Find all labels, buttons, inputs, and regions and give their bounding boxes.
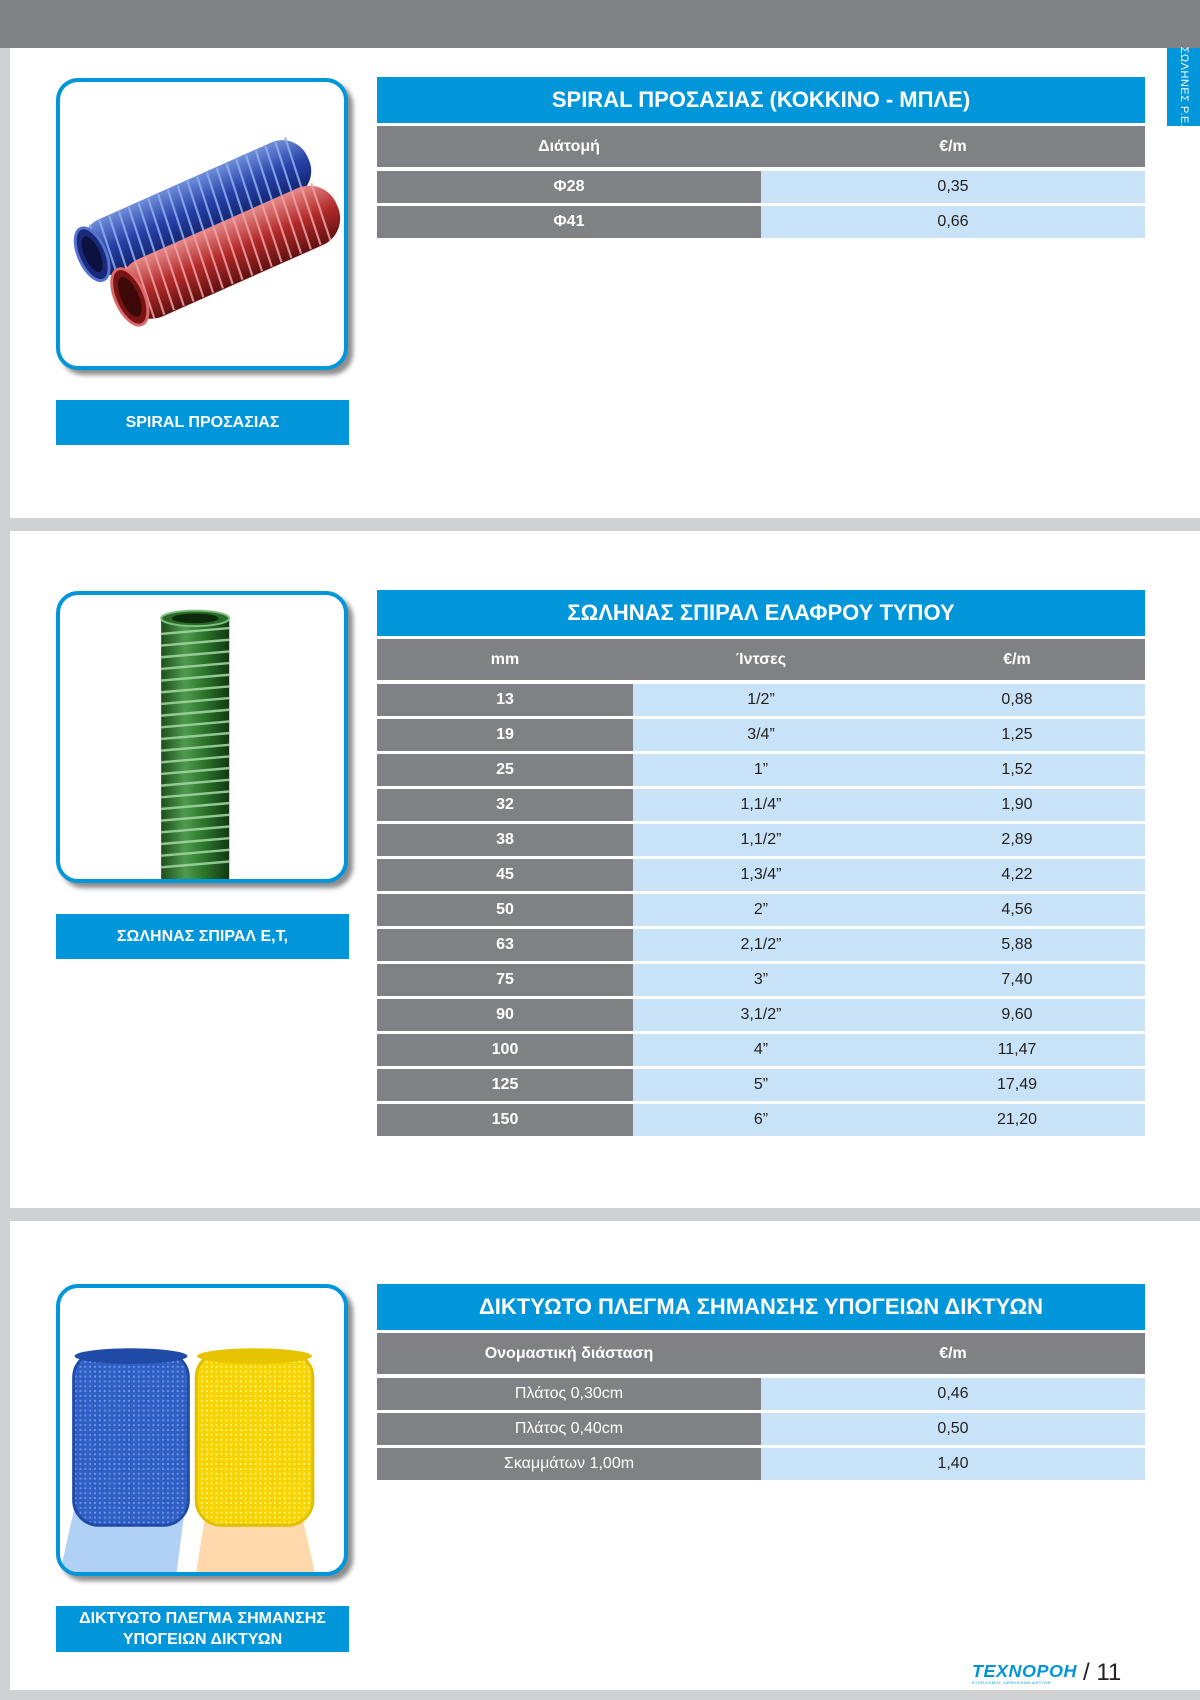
table-cell-mm: 125 — [377, 1069, 633, 1101]
table-row — [377, 859, 1145, 891]
table-cell-price: 0,50 — [761, 1413, 1145, 1445]
spiral-prosasias-caption — [56, 400, 349, 445]
mesh-caption — [56, 1606, 349, 1652]
table-cell-price: 4,22 — [889, 859, 1145, 891]
table-cell-inches: 1,1/4” — [633, 789, 889, 821]
caption-text: ΣΩΛΗΝΑΣ ΣΠΙΡΑΛ Ε,Τ, — [116, 928, 289, 945]
table-row — [377, 206, 1145, 238]
page-number: / 11 — [1083, 1659, 1122, 1686]
column-header: €/m — [939, 137, 967, 155]
table-cell-mm: 25 — [377, 754, 633, 786]
table-row — [377, 929, 1145, 961]
table-row — [377, 964, 1145, 996]
table-row — [377, 789, 1145, 821]
table-cell-price: 1,40 — [761, 1448, 1145, 1480]
table-cell-price: 1,52 — [889, 754, 1145, 786]
blue-yellow-mesh-rolls-icon — [60, 1288, 344, 1572]
table-row — [377, 824, 1145, 856]
table-row — [377, 999, 1145, 1031]
table-cell-inches: 4” — [633, 1034, 889, 1066]
column-header: €/m — [1003, 650, 1031, 668]
table-cell-inches: 1,3/4” — [633, 859, 889, 891]
price-table-spiral-elafrou — [377, 590, 1145, 1136]
table-cell-price: 9,60 — [889, 999, 1145, 1031]
table-cell-mm: 32 — [377, 789, 633, 821]
table-row — [377, 894, 1145, 926]
table-cell-inches: 6” — [633, 1104, 889, 1136]
table-cell-inches: 1/2” — [633, 684, 889, 716]
table-row — [377, 684, 1145, 716]
caption-line: ΔΙΚΤΥΩΤΟ ΠΛΕΓΜΑ ΣΗΜΑΝΣΗΣ — [79, 1610, 326, 1627]
table-header — [377, 1333, 1145, 1374]
page-footer — [972, 1658, 1121, 1688]
mesh-rolls-image — [56, 1284, 348, 1576]
top-bar — [0, 0, 1200, 48]
green-spiral-hose-icon — [60, 595, 344, 879]
table-row — [377, 754, 1145, 786]
table-cell-price: 1,90 — [889, 789, 1145, 821]
table-cell-inches: 3,1/2” — [633, 999, 889, 1031]
table-cell-inches: 5” — [633, 1069, 889, 1101]
caption-line: ΥΠΟΓΕΙΩΝ ΔΙΚΤΥΩΝ — [122, 1631, 283, 1648]
column-header: €/m — [939, 1344, 967, 1362]
column-header: Ίντσες — [735, 650, 787, 668]
table-cell-inches: 2” — [633, 894, 889, 926]
table-cell-price: 7,40 — [889, 964, 1145, 996]
table-cell-price: 21,20 — [889, 1104, 1145, 1136]
table-title: ΣΩΛΗΝΑΣ ΣΠΙΡΑΛ ΕΛΑΦΡΟΥ ΤΥΠΟΥ — [377, 590, 1145, 636]
table-cell-mm: 100 — [377, 1034, 633, 1066]
table-cell-price: 11,47 — [889, 1034, 1145, 1066]
table-cell-mm: 19 — [377, 719, 633, 751]
table-header — [377, 639, 1145, 680]
table-row — [377, 171, 1145, 203]
table-cell-price: 2,89 — [889, 824, 1145, 856]
table-cell-mm: 50 — [377, 894, 633, 926]
company-logo — [972, 1662, 1077, 1685]
table-cell-inches: 3/4” — [633, 719, 889, 751]
table-cell-mm: 150 — [377, 1104, 633, 1136]
table-cell-price: 0,88 — [889, 684, 1145, 716]
caption-text: SPIRAL ΠΡΟΣΑΣΙΑΣ — [125, 414, 280, 431]
table-cell-key: Φ41 — [377, 206, 761, 238]
table-cell-key: Φ28 — [377, 171, 761, 203]
spiral-hoses-image — [56, 78, 348, 370]
table-cell-inches: 1,1/2” — [633, 824, 889, 856]
table-cell-mm: 90 — [377, 999, 633, 1031]
logo-tagline: ΕΞΟΠΛΙΣΜΟΣ ΥΔΡΑΥΛΙΚΩΝ ΔΙΚΤΥΩΝ — [972, 1679, 1051, 1685]
table-cell-price: 17,49 — [889, 1069, 1145, 1101]
table-cell-price: 0,66 — [761, 206, 1145, 238]
table-cell-inches: 2,1/2” — [633, 929, 889, 961]
price-table-spiral-prosasias — [377, 77, 1145, 238]
column-header: mm — [490, 650, 520, 668]
table-cell-inches: 3” — [633, 964, 889, 996]
table-header — [377, 126, 1145, 167]
table-cell-mm: 13 — [377, 684, 633, 716]
column-header: Διάτομή — [538, 137, 600, 155]
table-row — [377, 1034, 1145, 1066]
table-cell-price: 5,88 — [889, 929, 1145, 961]
table-row — [377, 1448, 1145, 1480]
table-cell-inches: 1” — [633, 754, 889, 786]
table-row — [377, 1413, 1145, 1445]
side-category-tab — [1167, 48, 1200, 126]
table-title: ΔΙΚΤΥΩΤΟ ΠΛΕΓΜΑ ΣΗΜΑΝΣΗΣ ΥΠΟΓΕΙΩΝ ΔΙΚΤΥΩΝ — [377, 1284, 1145, 1330]
table-cell-key: Πλάτος 0,30cm — [377, 1378, 761, 1410]
table-cell-key: Πλάτος 0,40cm — [377, 1413, 761, 1445]
table-cell-price: 0,35 — [761, 171, 1145, 203]
table-cell-price: 1,25 — [889, 719, 1145, 751]
table-cell-price: 0,46 — [761, 1378, 1145, 1410]
table-row — [377, 1069, 1145, 1101]
red-blue-spiral-hoses-icon — [60, 82, 344, 366]
table-cell-price: 4,56 — [889, 894, 1145, 926]
spiral-et-caption — [56, 914, 349, 959]
table-cell-mm: 75 — [377, 964, 633, 996]
table-title: SPIRAL ΠΡΟΣΑΣΙΑΣ (ΚΟΚΚΙΝΟ - ΜΠΛΕ) — [377, 77, 1145, 123]
logo-wordmark: ΤΕΧΝΟΡΟΗ — [972, 1660, 1078, 1681]
green-spiral-hose-image — [56, 591, 348, 883]
table-cell-key: Σκαμμάτων 1,00m — [377, 1448, 761, 1480]
price-table-diktyoto-plegma — [377, 1284, 1145, 1480]
table-cell-mm: 63 — [377, 929, 633, 961]
side-category-label: ΣΩΛΗΝΕΣ Ρ.Ε. — [1177, 46, 1190, 128]
table-row — [377, 1378, 1145, 1410]
table-row — [377, 1104, 1145, 1136]
table-cell-mm: 38 — [377, 824, 633, 856]
table-cell-mm: 45 — [377, 859, 633, 891]
column-header: Ονομαστική διάσταση — [484, 1344, 654, 1362]
table-row — [377, 719, 1145, 751]
